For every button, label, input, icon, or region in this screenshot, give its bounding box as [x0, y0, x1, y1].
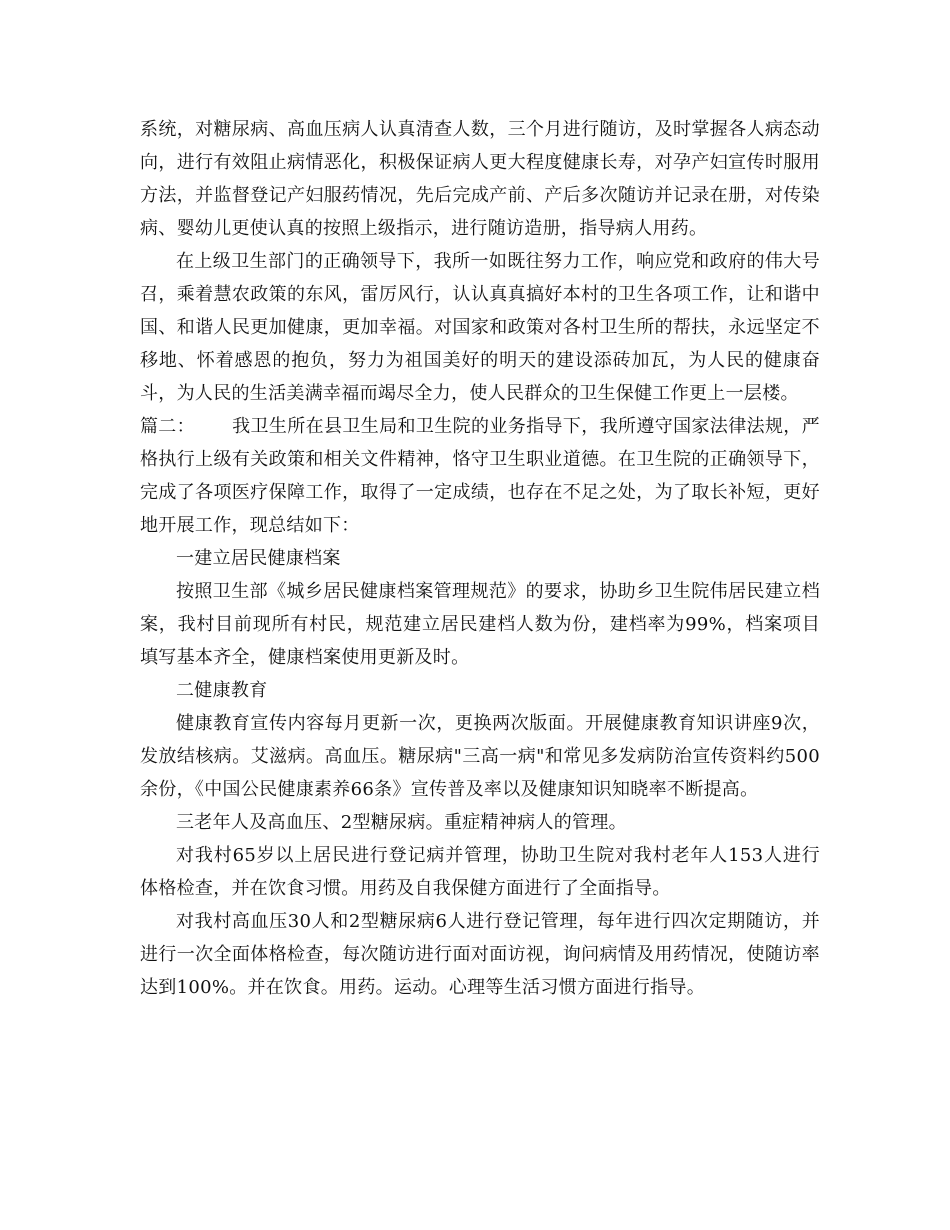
paragraph-leadership: 在上级卫生部门的正确领导下，我所一如既往努力工作，响应党和政府的伟大号召，乘着慧农政策的东风，雷厉风行，认认真真搞好本村的卫生各项工作，让和谐中国、和谐人民更加健康，更加幸福。对国家和政策对各村卫生所的帮扶，永远坚定不移地、怀着感恩的抱负，努力为祖国美好的明天的建设添砖加瓦，为人民的健康奋斗，为人民的生活美满幸福而竭尽全力，使人民群众的卫生保健工作更上一层楼。 [140, 251, 820, 404]
document-body [140, 113, 820, 1004]
heading-health-education: 二健康教育 [176, 680, 268, 701]
heading-elderly-management: 三老年人及高血压、2型糖尿病。重症精神病人的管理。 [176, 812, 627, 833]
paragraph-health-records: 按照卫生部《城乡居民健康档案管理规范》的要求，协助乡卫生院伟居民建立档案，我村目前现所有村民，规范建立居民建档人数为份，建档率为99%，档案项目填写基本齐全，健康档案使用更新及时。 [140, 581, 820, 668]
paragraph-hypertension-diabetes: 对我村高血压30人和2型糖尿病6人进行登记管理，每年进行四次定期随访，并进行一次全面体格检查，每次随访进行面对面访视，询问病情及用药情况，使随访率达到100%。并在饮食。用药。运动。心理等生活习惯方面进行指导。 [140, 911, 820, 998]
paragraph-part-two-intro [140, 410, 820, 542]
heading-health-records: 一建立居民健康档案 [176, 548, 341, 569]
paragraph-elderly-checkup: 对我村65岁以上居民进行登记病并管理，协助卫生院对我村老年人153人进行体格检查，并在饮食习惯。用药及自我保健方面进行了全面指导。 [140, 845, 820, 899]
paragraph-part-two-text: 我卫生所在县卫生局和卫生院的业务指导下，我所遵守国家法律法规，严格执行上级有关政策和相关文件精神，恪守卫生职业道德。在卫生院的正确领导下，完成了各项医疗保障工作，取得了一定成绩，也存在不足之处，为了取长补短，更好地开展工作，现总结如下： [140, 416, 820, 536]
paragraph-followup-summary: 系统，对糖尿病、高血压病人认真清查人数，三个月进行随访，及时掌握各人病态动向，进行有效阻止病情恶化，积极保证病人更大程度健康长寿，对孕产妇宣传时服用方法，并监督登记产妇服药情况，先后完成产前、产后多次随访并记录在册，对传染病、婴幼儿更使认真的按照上级指示，进行随访造册，指导病人用药。 [140, 119, 820, 239]
paragraph-health-education: 健康教育宣传内容每月更新一次，更换两次版面。开展健康教育知识讲座9次，发放结核病。艾滋病。高血压。糖尿病"三高一病"和常见多发病防治宣传资料约500余份，《中国公民健康素养66条》宣传普及率以及健康知识知晓率不断提高。 [140, 713, 820, 800]
section-label-part-two: 篇二： [140, 416, 195, 437]
